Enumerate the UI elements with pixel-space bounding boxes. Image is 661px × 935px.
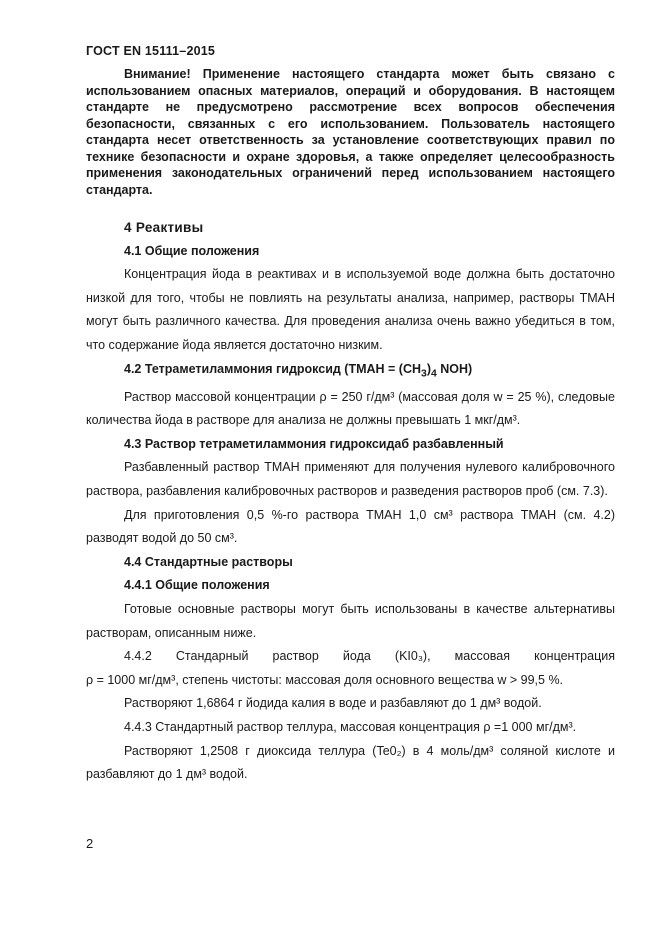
section-4-3-text-2: Для приготовления 0,5 %-го раствора ТМАН 1,0 см³ раствора ТМАН (см. 4.2) разводят водой до 50 см³. — [86, 507, 615, 546]
subscript-4: 4 — [430, 368, 437, 380]
subscript-3: 3 — [421, 368, 427, 380]
section-4-4-1-text: Готовые основные растворы могут быть использованы в качестве альтернативы растворам, описанным ниже. — [86, 602, 615, 640]
section-4-2-title-b: ) — [426, 361, 431, 376]
page-number: 2 — [86, 836, 94, 851]
section-4-1-text: Концентрация йода в реактивах и в используемой воде должна быть достаточно низкой для того, чтобы не повлиять на результаты анализа, например, растворы ТМАН могут быть различного качества. Для проведения анализа очень важно убедиться в том, что содержание йода является достаточно низким. — [86, 267, 615, 352]
warning-notice: Внимание! Применение настоящего стандарта может быть связано с использованием опасных материалов, операций и оборудования. В настоящем стандарте не предусмотрено рассмотрение всех вопросов обеспечения безопасности, связанных с его использованием. Пользователь настоящего стандарта несет ответственность за установление соответствующих правил по технике безопасности и охране здоровья, а также определяет целесообразность применения законодательных ограничений перед использованием настоящего стандарта. — [86, 67, 615, 197]
section-4-3-heading: 4.3 Раствор тетраметиламмония гидроксидаб разбавленный — [124, 436, 504, 451]
section-4-4-2-text: Растворяют 1,6864 г йодида калия в воде и разбавляют до 1 дм³ водой. — [124, 696, 542, 711]
section-4-2-text: Раствор массовой концентрации ρ = 250 г/дм³ (массовая доля w = 25 %), следовые количества йода в растворе для анализа не должны превышать 1 мкг/дм³. — [86, 389, 615, 428]
section-4-2-title-a: 4.2 Тетраметиламмония гидроксид (ТМАН = (CH — [124, 361, 422, 376]
standard-header: ГОСТ EN 15111–2015 — [86, 44, 216, 58]
section-4-4-3-detail: Растворяют 1,2508 г диоксида теллура (Te0₂) в 4 моль/дм³ соляной кислоте и разбавляют до 1 дм³ водой. — [86, 743, 615, 782]
section-4-4-2-line-2: ρ = 1000 мг/дм³, степень чистоты: массовая доля основного вещества w > 99,5 %. — [86, 672, 564, 687]
section-4-4-2-line-1: 4.4.2 Стандарный раствор йода (KI0₃), массовая концентрация — [124, 649, 615, 664]
section-4-4-heading: 4.4 Стандартные растворы — [124, 554, 293, 569]
section-4-1-heading: 4.1 Общие положения — [124, 243, 260, 258]
section-4-heading: 4 Реактивы — [124, 220, 204, 235]
section-4-2-title-c: NOH) — [436, 361, 473, 376]
section-4-2-heading — [86, 358, 615, 386]
page-content — [86, 66, 615, 787]
section-4-3-text-1: Разбавленный раствор ТМАН применяют для получения нулевого калибровочного раствора, разбавления калибровочных растворов и разведения растворов проб (см. 7.3). — [86, 460, 615, 499]
section-4-4-1-heading: 4.4.1 Общие положения — [124, 578, 270, 593]
section-4-4-3-text: 4.4.3 Стандартный раствор теллура, массовая концентрация ρ =1 000 мг/дм³. — [124, 719, 577, 734]
